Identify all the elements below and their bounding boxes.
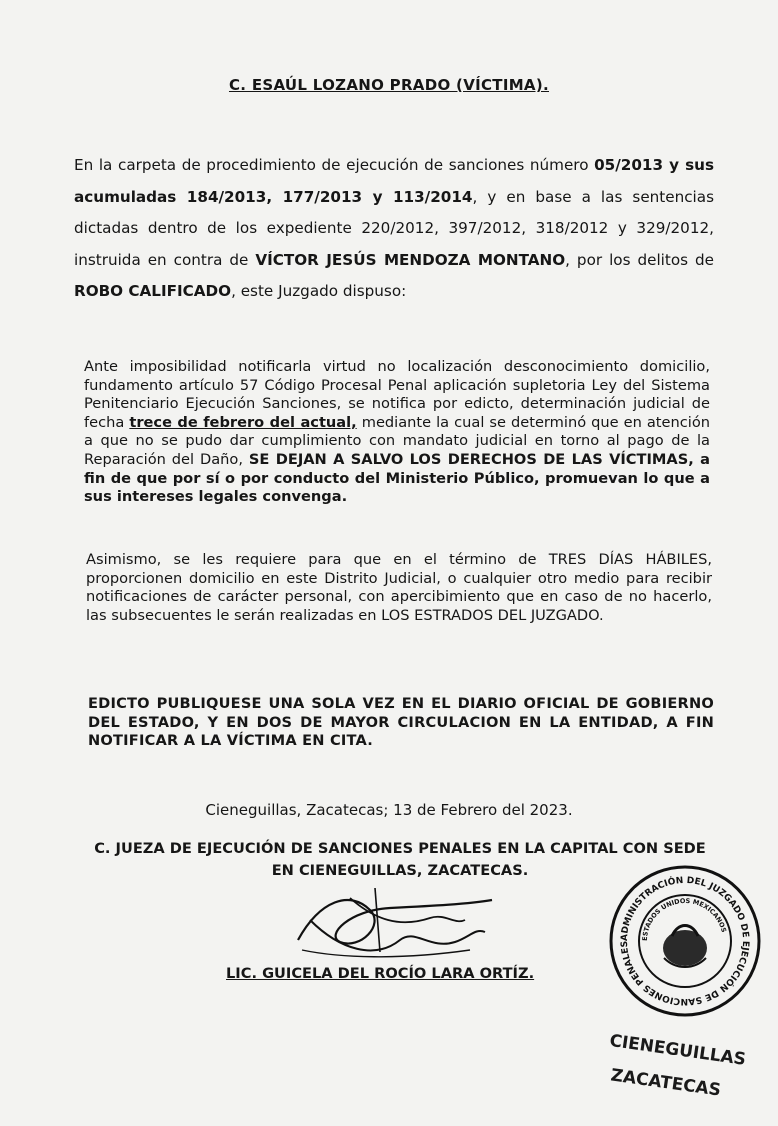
seal-place-line-1: CIENEGUILLAS (608, 1030, 748, 1070)
court-seal (606, 862, 764, 1020)
judge-title: C. JUEZA DE EJECUCIÓN DE SANCIONES PENALES EN LA CAPITAL CON SEDE EN CIENEGUILLAS, ZACATECAS. (94, 840, 706, 879)
seal-ring-text: ADMINISTRACIÓN DEL JUZGADO DE EJECUCIÓN DE SANCIONES PENALES (619, 875, 751, 1007)
intro-text-2: , y en base a las sentencias dictadas dentro de los expediente 220/2012, 397/2012, 318/2012 y 329/2012, instruida en contra de (74, 187, 714, 269)
place-date-line: Cieneguillas, Zacatecas; 13 de Febrero del 2023. (205, 801, 573, 819)
intro-text-3: , por los delitos de (565, 250, 714, 269)
signer-name: LIC. GUICELA DEL ROCÍO LARA ORTÍZ. (226, 965, 535, 982)
handwritten-signature (280, 880, 510, 970)
seal-place-stamp (603, 1024, 748, 1108)
determination-date: trece de febrero del actual, (129, 413, 357, 431)
seal-place-line-2: ZACATECAS (609, 1065, 723, 1101)
addressee-title: C. ESAÚL LOZANO PRADO (VÍCTIMA). (228, 76, 549, 94)
notice-text-2: mediante la cual se determinó que en atención a que no se pudo dar cumplimiento con mandato judicial en torno al pago de la Reparación del Daño, (84, 413, 711, 468)
seal-inner-text: ESTADOS UNIDOS MEXICANOS (640, 896, 728, 942)
defendant-name: VÍCTOR JESÚS MENDOZA MONTANO (255, 250, 566, 269)
intro-text-4: , este Juzgado dispuso: (231, 282, 407, 300)
rights-reserved-text: SE DEJAN A SALVO LOS DERECHOS DE LAS VÍCTIMAS, a fin de que por sí o por conducto del Ministerio Público, promuevan lo que a sus intereses legales convenga. (84, 450, 710, 506)
offense-name: ROBO CALIFICADO (74, 282, 232, 300)
intro-text-1: En la carpeta de procedimiento de ejecución de sanciones número (74, 156, 595, 174)
notice-text-1: Ante imposibilidad notificarla virtud no localización desconocimiento domicilio, fundamento artículo 57 Código Procesal Penal aplicación supletoria Ley del Sistema Penitenciario Ejecución Sanciones, se notifica por edicto, determinación judicial de fecha (84, 358, 710, 431)
requirement-paragraph: Asimismo, se les requiere para que en el término de TRES DÍAS HÁBILES, proporcionen domicilio en este Distrito Judicial, o cualquier otro medio para recibir notificaciones de carácter personal, con apercibimiento que en caso de no hacerlo, las subsecuentes le serán realizadas en LOS ESTRADOS DEL JUZGADO. (86, 551, 712, 624)
case-numbers: 05/2013 y sus acumuladas 184/2013, 177/2013 y 113/2014 (74, 156, 714, 206)
notice-paragraph (84, 358, 710, 507)
publication-paragraph: EDICTO PUBLIQUESE UNA SOLA VEZ EN EL DIARIO OFICIAL DE GOBIERNO DEL ESTADO, Y EN DOS DE MAYOR CIRCULACION EN LA ENTIDAD, A FIN NOTIFICAR A LA VÍCTIMA EN CITA. (88, 695, 714, 750)
intro-paragraph (74, 150, 714, 308)
